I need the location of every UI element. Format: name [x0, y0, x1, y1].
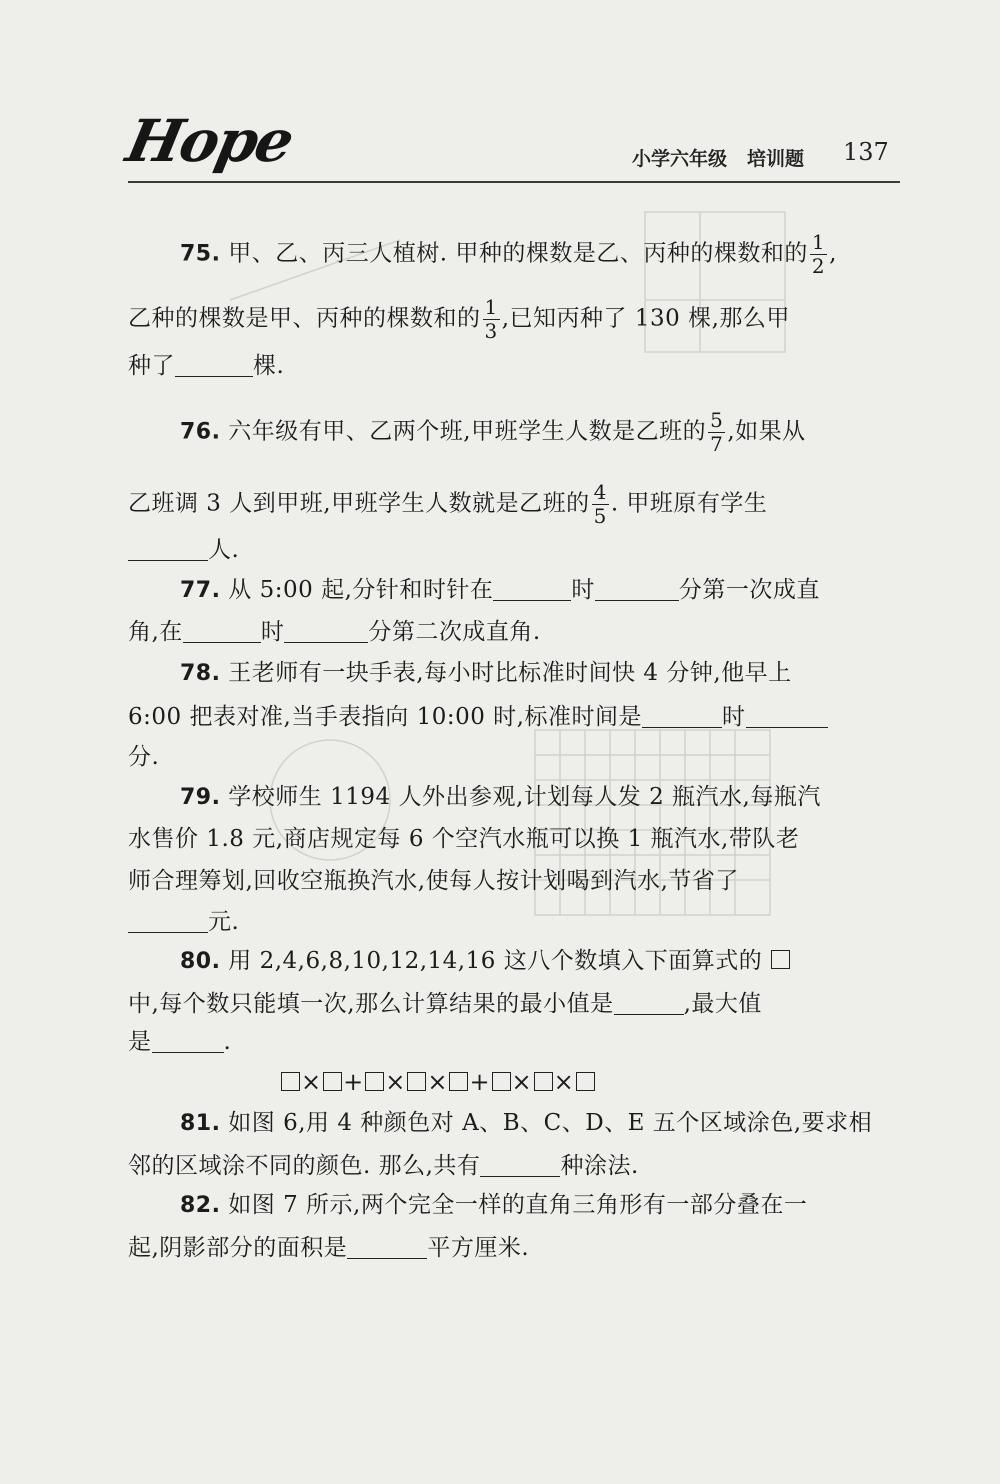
header-rule — [128, 181, 900, 183]
answer-blank[interactable] — [128, 538, 208, 561]
problem-number: 80. — [180, 949, 221, 974]
problem-79-line-3: 师合理筹划,回收空瓶换汽水,使每人按计划喝到汽水,节省了 — [128, 868, 739, 894]
fraction: $\frac{5}{7}$ — [710, 408, 724, 456]
problem-79-line-2: 水售价 1.8 元,商店规定每 6 个空汽水瓶可以换 1 瓶汽水,带队老 — [128, 826, 800, 852]
grade-label: 小学六年级 — [632, 148, 728, 170]
answer-blank[interactable] — [284, 620, 368, 643]
page-number: 137 — [843, 138, 889, 166]
problem-75-line-2: 乙种的棵数是甲、丙种的棵数和的 $\frac{1}{3}$ ,已知丙种了 130 棵,那么甲 — [128, 295, 790, 343]
blank-square-icon — [534, 1072, 553, 1091]
problem-76-line-1: 76. 六年级有甲、乙两个班,甲班学生人数是乙班的 $\frac{5}{7}$ ,如果从 — [180, 408, 806, 456]
problem-82-line-1: 82. 如图 7 所示,两个完全一样的直角三角形有一部分叠在一 — [180, 1192, 808, 1218]
problem-number: 81. — [180, 1111, 221, 1136]
problem-79-line-1: 79. 学校师生 1194 人外出参观,计划每人发 2 瓶汽水,每瓶汽 — [180, 784, 821, 810]
fraction: $\frac{4}{5}$ — [593, 480, 607, 528]
problem-number: 82. — [180, 1193, 221, 1218]
problem-number: 77. — [180, 578, 221, 603]
problem-76-line-3: 人. — [128, 538, 900, 562]
answer-blank[interactable] — [595, 578, 679, 601]
fraction: $\frac{1}{2}$ — [811, 230, 826, 278]
problem-80-line-1: 80. 用 2,4,6,8,10,12,14,16 这八个数填入下面算式的 — [180, 950, 900, 973]
problem-number: 76. — [180, 419, 221, 445]
answer-blank[interactable] — [347, 1236, 427, 1259]
problem-77-line-2: 角,在 时 分第二次成直角. — [128, 619, 541, 645]
blank-square-icon — [365, 1072, 384, 1091]
answer-blank[interactable] — [183, 620, 261, 643]
problem-number: 78. — [180, 661, 221, 686]
answer-blank[interactable] — [746, 705, 828, 728]
answer-blank[interactable] — [152, 1030, 224, 1053]
blank-square-icon — [449, 1072, 468, 1091]
blank-square-icon — [407, 1072, 426, 1091]
section-label: 培训题 — [747, 148, 805, 170]
problem-number: 79. — [180, 785, 221, 810]
problem-77-line-1: 77. 从 5:00 起,分针和时针在 时 分第一次成直 — [180, 577, 820, 603]
problem-76-line-2: 乙班调 3 人到甲班,甲班学生人数就是乙班的 $\frac{4}{5}$ . 甲班原有学生 — [128, 480, 768, 528]
series-title — [632, 144, 804, 171]
fraction: $\frac{1}{3}$ — [484, 295, 498, 343]
problem-82-line-2: 起,阴影部分的面积是 平方厘米. — [128, 1235, 530, 1261]
problem-78-line-2: 6:00 把表对准,当手表指向 10:00 时,标准时间是 时 — [128, 705, 900, 729]
problem-80-line-3: 是 . — [128, 1029, 232, 1055]
problem-75-line-1: 75. 甲、乙、丙三人植树. 甲种的棵数是乙、丙种的棵数和的 $\frac{1}{2}$ , — [180, 230, 837, 278]
blank-square-icon — [323, 1072, 342, 1091]
problem-81-line-1: 81. 如图 6,用 4 种颜色对 A、B、C、D、E 五个区域涂色,要求相 — [180, 1110, 873, 1136]
problem-78-line-3: 分. — [128, 744, 160, 770]
blank-square-icon — [576, 1072, 595, 1091]
problem-79-line-4: 元. — [128, 910, 900, 934]
blank-square-icon — [771, 950, 790, 969]
blank-square-icon — [492, 1072, 511, 1091]
problem-81-line-2: 邻的区域涂不同的颜色. 那么,共有 种涂法. — [128, 1153, 639, 1179]
problem-78-line-1: 78. 王老师有一块手表,每小时比标准时间快 4 分钟,他早上 — [180, 660, 792, 686]
publisher-logo: Hope — [120, 107, 299, 175]
answer-blank[interactable] — [614, 992, 684, 1015]
problem-number: 75. — [180, 241, 221, 267]
blank-square-icon — [281, 1072, 300, 1091]
problem-80-formula: × + × × + × × — [280, 1068, 596, 1096]
answer-blank[interactable] — [175, 354, 253, 377]
answer-blank[interactable] — [642, 705, 722, 728]
answer-blank[interactable] — [493, 578, 571, 601]
answer-blank[interactable] — [128, 910, 208, 933]
problem-75-line-3: 种了 棵. — [128, 353, 285, 379]
answer-blank[interactable] — [480, 1154, 560, 1177]
problem-80-line-2: 中,每个数只能填一次,那么计算结果的最小值是 ,最大值 — [128, 991, 762, 1017]
